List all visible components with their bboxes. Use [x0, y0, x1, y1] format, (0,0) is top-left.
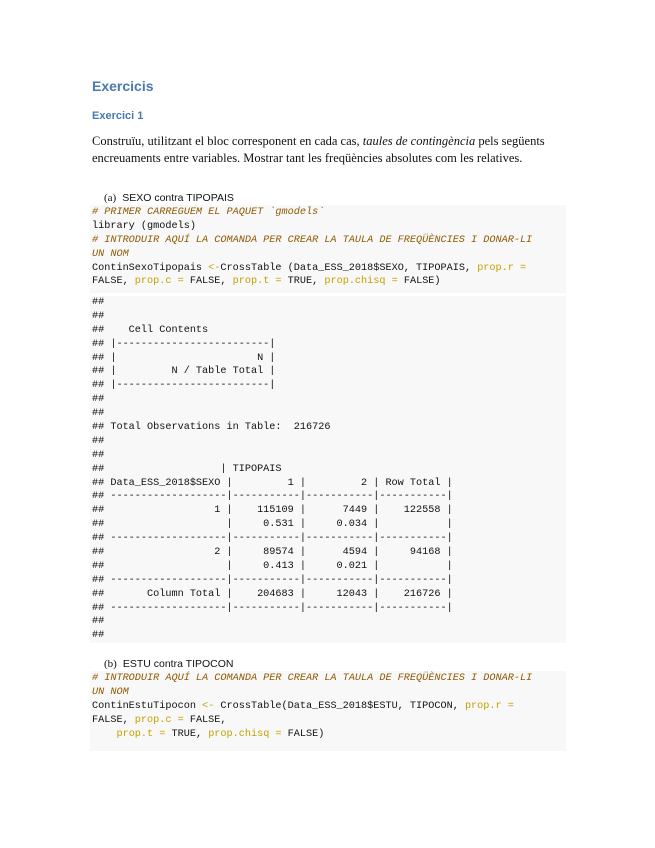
code-param: prop.c = [134, 714, 184, 726]
output-line: ## |-------------------------| [92, 338, 276, 350]
code-comment: UN NOM [92, 686, 129, 698]
code-line [92, 714, 566, 728]
intro-text-end: pels següents encreuaments entre variables. Mostrar tant les freqüències absolutes com les relatives. [92, 134, 545, 165]
code-token: FALSE) [397, 276, 441, 288]
output-line: ## 2 | 89574 | 4594 | 94168 | [92, 547, 453, 559]
code-param: prop.r = [464, 700, 514, 712]
code-token: CrossTable(Data_ESS_2018$ESTU, TIPOCON, [214, 700, 465, 712]
output-line: ## Column Total | 204683 | 12043 | 216726 | [92, 588, 453, 600]
code-token: FALSE) [281, 728, 325, 740]
output-line: ## | N | [92, 352, 276, 364]
code-comment: # INTRODUIR AQUÍ LA COMANDA PER CREAR LA TAULA DE FREQÜÈNCIES I DONAR-LI [92, 673, 533, 684]
output-line: ## Data_ESS_2018$SEXO | 1 | 2 | Row Total | [92, 477, 453, 489]
section-heading: Exercicis [92, 78, 154, 94]
intro-emphasis: taules de contingència [362, 134, 476, 148]
output-line: ## [92, 394, 105, 406]
part-a-title: SEXO contra TIPOPAIS [122, 192, 234, 204]
output-line: ## -------------------|-----------|-----------|-----------| [92, 602, 453, 614]
part-b-label: (b) [104, 658, 117, 670]
output-line: ## 1 | 115109 | 7449 | 122558 | [92, 505, 453, 517]
part-a-heading [104, 191, 234, 205]
output-line: ## |-------------------------| [92, 380, 276, 392]
code-assign-arrow: <- [208, 262, 221, 274]
code-token: ContinEstuTipocon [92, 700, 203, 712]
output-line: ## -------------------|-----------|-----------|-----------| [92, 574, 453, 586]
code-token: FALSE, [183, 714, 227, 726]
code-token: CrossTable (Data_ESS_2018$SEXO, TIPOPAIS, [220, 262, 478, 274]
code-block-a [90, 205, 566, 293]
code-token [92, 729, 116, 740]
output-line: ## [92, 630, 105, 642]
code-block-b [90, 671, 566, 751]
output-line: ## Cell Contents [92, 324, 209, 336]
code-param: prop.t = [232, 276, 282, 288]
code-comment: # PRIMER CARREGUEM EL PAQUET `gmodels` [92, 207, 325, 218]
output-line: ## Total Observations in Table: 216726 [92, 422, 331, 434]
subsection-heading: Exercici 1 [92, 110, 144, 122]
output-line: ## [92, 449, 105, 461]
code-param: prop.c = [134, 276, 184, 288]
code-param: prop.t = [116, 728, 166, 740]
output-line: ## [92, 297, 105, 308]
intro-text-start: Construïu, utilitzant el bloc corresponent en cada cas, [92, 134, 363, 148]
code-token: FALSE, [92, 714, 135, 726]
code-token: TRUE, [281, 276, 325, 288]
part-a-label: (a) [104, 192, 117, 204]
output-line: ## | TIPOPAIS [92, 463, 282, 475]
code-param: prop.chisq = [208, 728, 282, 740]
code-comment: # INTRODUIR AQUÍ LA COMANDA PER CREAR LA TAULA DE FREQÜÈNCIES I DONAR-LI [92, 234, 533, 246]
output-line: ## | N / Table Total | [92, 366, 276, 378]
code-line [92, 262, 566, 276]
output-line: ## | 0.531 | 0.034 | | [92, 519, 453, 531]
intro-paragraph [92, 133, 562, 166]
code-token: FALSE, [183, 276, 233, 288]
code-assign-arrow: <- [202, 700, 215, 712]
part-b-heading [104, 657, 234, 671]
output-line: ## [92, 408, 105, 420]
code-comment: UN NOM [92, 248, 129, 260]
code-line [92, 700, 566, 714]
code-param: prop.chisq = [324, 276, 398, 288]
code-line [92, 275, 566, 289]
code-line: library (gmodels) [92, 220, 196, 232]
code-token: ContinSexoTipopais [92, 262, 209, 274]
code-line [92, 728, 566, 742]
output-line: ## [92, 616, 105, 628]
code-token: TRUE, [165, 728, 209, 740]
output-line: ## | 0.413 | 0.021 | | [92, 560, 453, 572]
code-token: FALSE, [92, 276, 135, 288]
output-line: ## [92, 435, 105, 447]
output-line: ## -------------------|-----------|-----------|-----------| [92, 533, 453, 545]
code-param: prop.r = [477, 262, 527, 274]
part-b-title: ESTU contra TIPOCON [122, 658, 234, 670]
console-output-a [90, 296, 566, 643]
output-line: ## [92, 310, 105, 322]
output-line: ## -------------------|-----------|-----------|-----------| [92, 491, 453, 503]
